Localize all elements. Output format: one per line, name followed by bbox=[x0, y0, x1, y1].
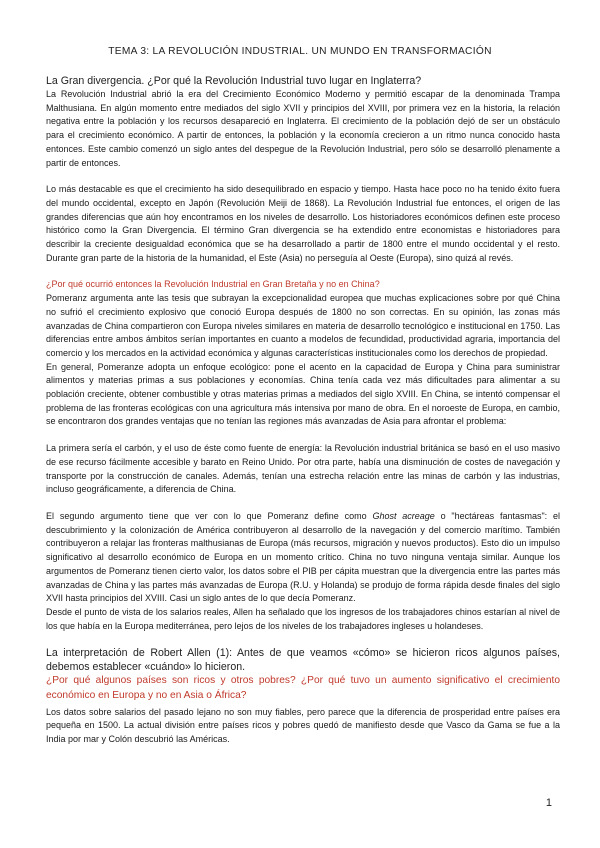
document-body bbox=[46, 74, 560, 747]
paragraph-coal-argument: La primera sería el carbón, y el uso de éste como fuente de energía: la Revolución industrial británica se basó en el uso masivo de ese recurso fácilmente accesible y barato en Reino Unido. Por otra parte, había una disminución de costes de navegación y transporte por la construcción de canales. Además, tenían una estrecha relación entre las minas de carbón y las industrias, incluso geográficamente, a diferencia de China. bbox=[46, 443, 560, 495]
paragraph-industrial-revolution-intro: La Revolución Industrial abrió la era del Crecimiento Económico Moderno y permitió escapar de la denominada Trampa Malthusiana. En algún momento entre mediados del siglo XVII y principios del XVIII, por primera vez en la historia, la relación negativa entre la población y los recursos desapareció en Inglaterra. El crecimiento de la población dejó de ser un obstáculo para el crecimiento económico. A partir de entonces, la población y la economía crecieron a un ritmo nunca conocido hasta entonces. Este cambio comenzó un siglo antes del despegue de la Revolución Industrial, pero sólo se desarrolló plenamente a partir de entonces. bbox=[46, 89, 560, 168]
paragraph-historical-wages: Los datos sobre salarios del pasado lejano no son muy fiables, pero parece que la diferencia de prosperidad entre países era pequeña en 1500. La actual división entre países ricos y pobres quedó de manifiesto desde que Vasco da Gama se fue a la India por mar y Colón descubrió las Américas. bbox=[46, 706, 560, 745]
section-heading-great-divergence: La Gran divergencia. ¿Por qué la Revolución Industrial tuvo lugar en Inglaterra? bbox=[46, 75, 422, 87]
paragraph-pomeranz-thesis: Pomeranz argumenta ante las tesis que subrayan la excepcionalidad europea que muchas explicaciones sobre por qué China no sufrió el crecimiento explosivo que conoció Europa después de 1800 no son correctas. En su opinión, las zonas más avanzadas de China compartieron con Europa niveles similares en materia de desarrollo tecnológico e institucional en 1750. Las diferencias entre ambos ámbitos serían importantes en cuanto a modelos de fecundidad, productividad agraria, importancia del comercio y los mercados en la actividad económica y algunas características institucionales como los derechos de propiedad. bbox=[46, 293, 560, 358]
paragraph-pomeranz-ecological: En general, Pomeranze adopta un enfoque ecológico: pone el acento en la capacidad de Europa y China para suministrar alimentos y materias primas a sus poblaciones y economías. China tenía cada vez más dificultades para alimentar a su población creciente, obtener combustible y otras materias primas a mediados del siglo XVIII. En China, se intentó compensar el problema de las fronteras ecológicas con una agricultura más intensiva por mano de obra. En el noroeste de Europa, en cambio, se encontraron dos grandes ventajas que no tenían las regiones más avanzadas de Asia para afrontar el problema: bbox=[46, 361, 560, 427]
section-heading-britain-vs-china: ¿Por qué ocurrió entonces la Revolución Industrial en Gran Bretaña y no en China? bbox=[46, 279, 380, 290]
paragraph-robert-allen-intro: La interpretación de Robert Allen (1): Antes de que veamos «cómo» se hicieron ricos algunos países, debemos establecer «cuándo» lo hicieron. bbox=[46, 647, 560, 674]
page-number: 1 bbox=[545, 797, 552, 809]
document-title: TEMA 3: LA REVOLUCIÓN INDUSTRIAL. UN MUNDO EN TRANSFORMACIÓN bbox=[108, 46, 492, 57]
paragraph-real-wages: Desde el punto de vista de los salarios reales, Allen ha señalado que los ingresos de los trabajadores chinos estarían al nivel de los que había en la Europa mediterránea, pero lejos de los niveles de los trabajadores ingleses u holandeses. bbox=[46, 606, 560, 631]
paragraph-ghost-acreage: El segundo argumento tiene que ver con lo que Pomeranz define como Ghost acreage o "hectáreas fantasmas": el descubrimiento y la colonización de América contribuyeron al desarrollo de la navegación y del comercio marítimo. También contribuyeron a relajar las fronteras malthusianas de Europa (más recursos, migración y nuevos productos). Esto dio un impulso significativo al desarrollo económico de Europa en un momento crítico. China no tuvo ninguna ventaja similar. Aunque los argumentos de Pomeranz tienen cierto valor, los datos sobre el PIB per cápita muestran que la divergencia entre las partes más avanzadas de China y las partes más avanzadas de Europa (R.U. y Holanda) se produjo de forma rápida desde finales del siglo XVII hasta principios del XVIII. Casi un siglo antes de lo que decía Pomeranz. bbox=[46, 510, 560, 604]
paragraph-great-divergence: Lo más destacable es que el crecimiento ha sido desequilibrado en espacio y tiempo. Hasta hace poco no ha tenido éxito fuera del mundo occidental, excepto en Japón (Revolución Meiji de 1868). La Revolución Industrial fue entonces, el origen de las grandes diferencias que aún hoy encontramos en los niveles de desarrollo. Los historiadores económicos definen este proceso histórico como la Gran Divergencia. El término Gran divergencia se ha extendido entre economistas e historiadores para describir la creciente desigualdad económica que se ha desarrollado a partir de 1800 entre el mundo occidental y el resto. Durante gran parte de la historia de la humanidad, el Este (Asia) no perseguía al Oeste (Europa), sino quizá al revés. bbox=[46, 184, 560, 263]
section-question-rich-poor: ¿Por qué algunos países son ricos y otros pobres? ¿Por qué tuvo un aumento significativo el crecimiento económico en Europa y no en Asia o África? bbox=[46, 675, 560, 701]
ghost-acreage-term: Ghost acreage bbox=[372, 510, 435, 521]
